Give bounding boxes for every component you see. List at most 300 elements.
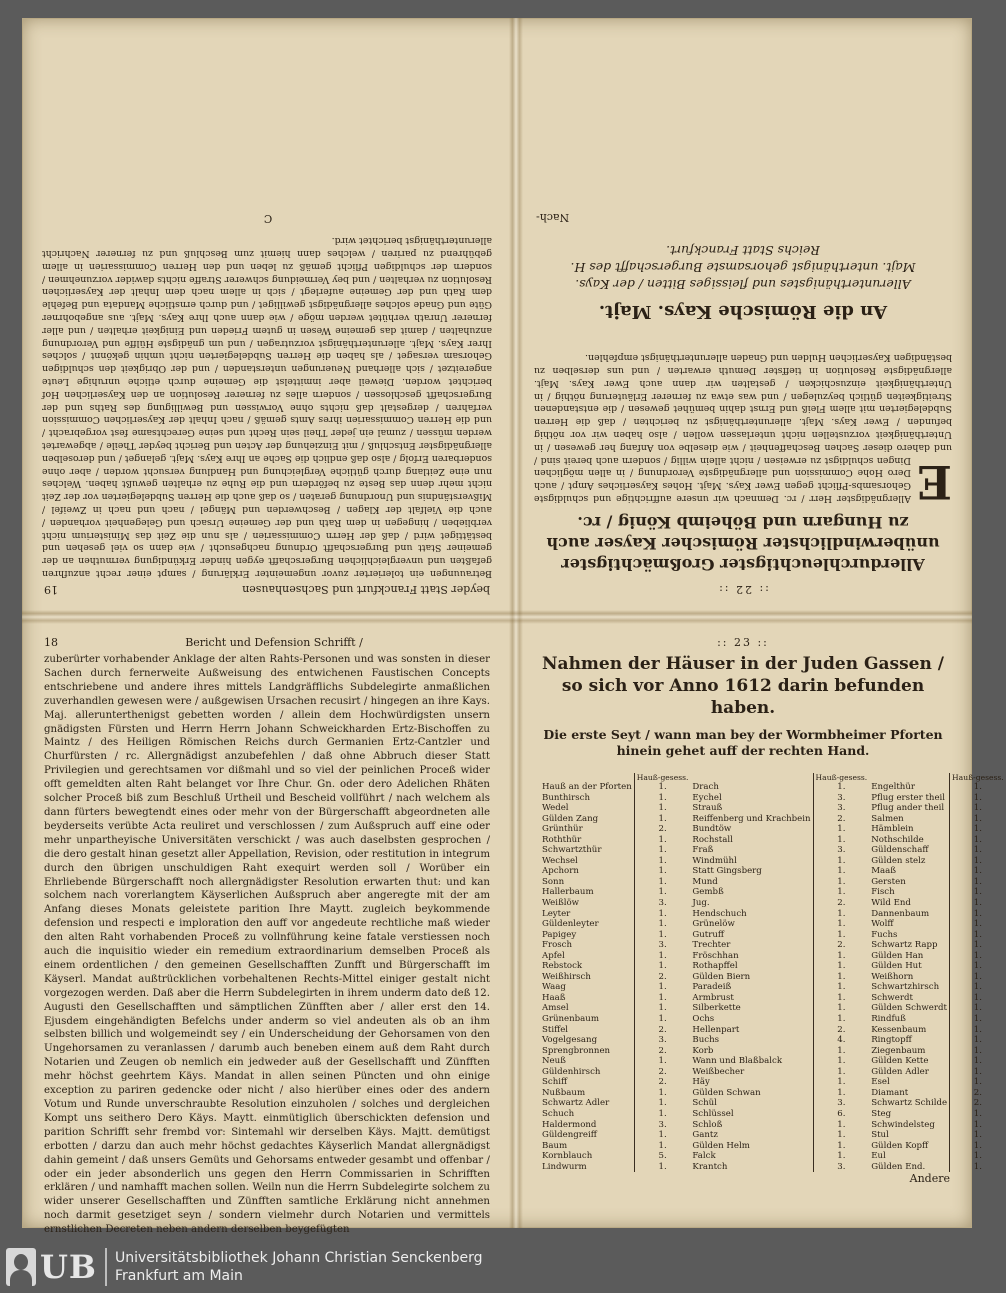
household-count: 1. <box>950 1109 1006 1120</box>
house-name: Diamant <box>871 1087 909 1098</box>
table-row <box>540 1035 1006 1046</box>
household-count: 1. <box>950 972 1006 983</box>
household-count: 1. <box>813 1088 869 1099</box>
house-name: Rochstall <box>692 834 733 845</box>
house-name: Mund <box>692 876 718 887</box>
table-row <box>540 1130 1006 1141</box>
house-name: Korb <box>692 1045 714 1056</box>
table-row <box>540 1109 1006 1120</box>
household-count: 1. <box>950 782 1006 793</box>
house-name: Nothschilde <box>871 834 924 845</box>
household-count: 1. <box>634 961 690 972</box>
table-row <box>540 1067 1006 1078</box>
table-row <box>540 1151 1006 1162</box>
house-name: Strauß <box>692 803 723 814</box>
house-name: Haaß <box>542 992 566 1003</box>
table-row <box>540 845 1006 856</box>
house-name: Gülden Schwerdt <box>871 1003 947 1014</box>
household-count: 1. <box>950 982 1006 993</box>
house-name: Gembß <box>692 887 724 898</box>
body-text: Betrauungen ein tolerierter zuvor ungemeinter Erklärung / sampt einer recht anzufhren gefaßten und unvergleichlichen Burgerschafft eygen hinder Erkündigung vermuthen an der gemeiner Statt und Burgerschafft Ordnung nachgesucht / wie dann so viel gesehen und bestättiget wird / daß der Herrn Commissarien / als nun die Zeit das Ministerium nicht verblieben / hingegen in dem Rath und der Gemeine Ursach und Gelegenheit vorhanden / auch die Vielfalt der Klagen / Beschwerden und Mängel / nach und nach in Zweifel / Mißverständnis und Unordnung geraten / so daß auch die Herren Subdelegierten vor der Zeit nicht mehr denn das Beste zu befördern und die Ruhe zu erhalten gewußt haben. Welches nun eine Zeitlang durch gütliche Vergleichung und Handlung versucht worden / aber ohne sonderbaren Erfolg / also daß endlich die Sache an Ihre Kays. Majt. gelanget / und deroselben allergnädigster Entschluß / mit Einziehung der Acten und Bericht beyder Theile / abgewartet werden müssen / zumal ein jeder Theil sein Recht und seine Gerechtsame fest vorgebracht / und die Herren Commissarien ihres Amts gemäß / nach Inhalt der Kayserlichen Commission verfahren / dergestalt daß nichts ohne Vorwissen und Bewilligung des Raths und der Burgerschafft geschlossen / sondern alles zu fernerer Resolution an den Kayserlichen Hof berichtet worden. Dieweil aber inmittelst die Gemeine durch etliche unruhige Leute angereitzet / sich allerhand Neuerungen unterstanden / und der Obrigkeit den schuldigen Gehorsam versaget / als haben die Herren Subdelegierten nicht umhin gekönnt / solches Ihrer Kays. Majt. allerunterthänigst vorzutragen / und um gnädigste Hülffe und Verordnung anzuhalten / damit das gemeine Wesen in gutem Frieden und Einigkeit erhalten / und aller fernerer Unrath verhütet werden möge / wie dann auch Ihre Kays. Majt. aus angebohrner Güte und Gnade solches allergnädigst gewilliget / und durch ernstliche Mandata und Befehle dem Rath und der Gemeine auferlegt / sich in allem nach dem Inhalt der Kayserlichen Resolution zu verhalten / und bey Vermeidung schwerer Straffe nichts dawider vorzunehmen / sondern der schuldigen Pflicht gemäß zu leben und den Herren Commissarien in allem gebührend zu pariren / welches dann hiemit zum Beschluß und zu fernerer Nachricht allerunterthänigst berichtet wird. <box>42 235 492 579</box>
house-name: Nußbaum <box>542 1087 586 1098</box>
household-count: 1. <box>950 824 1006 835</box>
house-name: Fisch <box>871 887 895 898</box>
table-row <box>540 1077 1006 1088</box>
house-name: Ochs <box>692 1014 715 1025</box>
household-count: 1. <box>813 877 869 888</box>
household-count: 1. <box>813 835 869 846</box>
table-row <box>540 782 1006 793</box>
institution-name <box>115 1249 483 1285</box>
table-row <box>540 793 1006 804</box>
addressee-heading: An die Römische Kays. Majt. <box>598 301 888 323</box>
house-name: Kessenbaum <box>871 1024 927 1035</box>
household-count: 2. <box>950 1088 1006 1099</box>
table-row <box>540 1003 1006 1014</box>
household-count: 1. <box>634 782 690 793</box>
house-name: Wedel <box>542 803 569 814</box>
house-name: Salmen <box>871 813 904 824</box>
household-count: 1. <box>950 1014 1006 1025</box>
house-name: Hallerbaum <box>542 887 594 898</box>
page-number: 19 <box>44 583 58 596</box>
house-name: Gülden End. <box>871 1161 926 1172</box>
household-count: 1. <box>634 1141 690 1152</box>
table-row <box>540 1025 1006 1036</box>
household-count: 2. <box>634 824 690 835</box>
catchword-row <box>528 1172 958 1187</box>
house-name: Esel <box>871 1077 890 1088</box>
household-count: 2. <box>634 1077 690 1088</box>
house-name: Rindfuß <box>871 1014 906 1025</box>
house-name: Steg <box>871 1108 892 1119</box>
household-count: 3. <box>634 1120 690 1131</box>
table-header-row <box>540 773 1006 782</box>
running-head-text: Bericht und Defension Schrifft / <box>185 636 363 649</box>
library-logo <box>6 1248 107 1286</box>
house-name: Schwindelsteg <box>871 1119 935 1130</box>
house-name: Güldengreiff <box>542 1130 597 1141</box>
page-number: :: 23 :: <box>717 636 769 649</box>
table-row <box>540 814 1006 825</box>
household-count: 1. <box>634 845 690 856</box>
houses-table <box>540 773 1006 1172</box>
household-count: 1. <box>950 877 1006 888</box>
household-count: 1. <box>950 814 1006 825</box>
household-count: 1. <box>950 1046 1006 1057</box>
house-name: Roththür <box>542 834 582 845</box>
house-name: Bunthirsch <box>542 792 590 803</box>
page-ornament: :: 22 :: <box>717 583 769 596</box>
catchword-row <box>528 209 958 230</box>
page-bottom-left <box>36 630 498 1236</box>
house-name: Gülden Zang <box>542 813 599 824</box>
house-name: Waag <box>542 982 566 993</box>
column-header: Hauß-gesess. <box>813 773 869 782</box>
house-name: Güldenleyter <box>542 919 599 930</box>
household-count: 1. <box>950 1130 1006 1141</box>
table-row <box>540 835 1006 846</box>
table-row <box>540 866 1006 877</box>
household-count: 1. <box>950 866 1006 877</box>
house-name: Ringtopff <box>871 1035 912 1046</box>
household-count: 2. <box>950 1098 1006 1109</box>
table-row <box>540 993 1006 1004</box>
table-row <box>540 972 1006 983</box>
house-name: Weißhorn <box>871 971 914 982</box>
house-name: Schwerdt <box>871 992 913 1003</box>
table-row <box>540 961 1006 972</box>
household-count: 1. <box>813 866 869 877</box>
signature-mark: C <box>261 212 273 226</box>
addressee-block: Allerunterthänigstes und fleissiges Bitten / der Kays. Majt. unterthänigst gehorsamste Burgerschafft des H. Reichs Statt Franckfurt. <box>570 243 916 293</box>
house-name: Bundtöw <box>692 824 732 835</box>
household-count: 1. <box>634 1162 690 1173</box>
house-name: Eychel <box>692 792 722 803</box>
household-count: 3. <box>813 845 869 856</box>
household-count: 1. <box>950 1120 1006 1131</box>
household-count: 1. <box>950 993 1006 1004</box>
household-count: 1. <box>813 909 869 920</box>
house-name: Apfel <box>542 950 565 961</box>
house-name: Hauß an der Pforten <box>542 782 632 792</box>
household-count: 1. <box>950 845 1006 856</box>
page-number: 18 <box>44 636 58 649</box>
house-name: Weißbecher <box>692 1066 745 1077</box>
house-name: Sonn <box>542 876 565 887</box>
household-count: 3. <box>813 793 869 804</box>
house-name: Gülden Biern <box>692 971 751 982</box>
letter-body-text: Allergnädigster Herr / rc. Demnach wir unsere auffrichtige und schuldigste Gehorsambs-Pflicht gegen Ewer Kays. Majt. Hohes Kayserliches Ampt / auch Dero Hohe Commission und allergnädigste Verordnung / in allen möglichen Dingen schuldigst zu erweisen / nicht allein willig / sondern auch bereit sind / und dahero dieser Sachen Beschaffenheit / wie dieselbe von Anfang her gewesen / in Unterthänigkeit vorzustellen nicht unterlassen wollen / also haben wir vor nöthig befunden / Ewer Kays. Majt. allerunterthänigst zu berichten / daß die Herren Subdelegierten mit allem Fleiß und Ernst dahin bemühet gewesen / die entstandenen Streitigkeiten gütlich beyzulegen / und was etwa zu fernerer Erläuterung nöthig / in Unterthänigkeit einzuschicken / gestalten wir dann auch Ewer Kays. Majt. allergnädigste Resolution in tieffster Demuth erwarten / und uns derselben zu beständigen Kayserlichen Hulden und Gnaden allerunterthänigst empfehlen. <box>534 352 952 504</box>
house-name: Gülden Schwan <box>692 1087 761 1098</box>
household-count: 1. <box>950 919 1006 930</box>
table-row <box>540 1162 1006 1173</box>
household-count: 1. <box>813 824 869 835</box>
running-head-text: beyder Statt Franckfurt und Sachsenhausen <box>242 583 490 596</box>
household-count: 1. <box>813 1067 869 1078</box>
library-footer <box>0 1240 1000 1293</box>
institution-line-2: Frankfurt am Main <box>114 1267 243 1284</box>
household-count: 4. <box>813 1035 869 1046</box>
household-count: 1. <box>634 1109 690 1120</box>
house-name: Leyter <box>542 908 571 919</box>
house-name: Ziegenbaum <box>871 1045 926 1056</box>
household-count: 2. <box>634 1067 690 1078</box>
house-name: Schwartzhirsch <box>871 982 940 993</box>
house-name: Gülden Kette <box>871 1056 929 1067</box>
table-row <box>540 1056 1006 1067</box>
house-name: Krantch <box>692 1161 728 1172</box>
house-name: Güldenschaff <box>871 845 929 856</box>
house-name: Wann und Blaßbalck <box>692 1056 783 1067</box>
household-count: 1. <box>950 1035 1006 1046</box>
household-count: 1. <box>950 793 1006 804</box>
house-name: Drach <box>692 782 719 792</box>
house-name: Frosch <box>542 940 573 951</box>
table-row <box>540 1046 1006 1057</box>
house-name: Wild End <box>871 898 911 909</box>
household-count: 1. <box>950 909 1006 920</box>
house-name: Stiffel <box>542 1024 569 1035</box>
house-name: Lindwurm <box>542 1161 587 1172</box>
household-count: 1. <box>634 909 690 920</box>
household-count: 1. <box>813 930 869 941</box>
household-count: 2. <box>813 898 869 909</box>
household-count: 1. <box>950 930 1006 941</box>
table-row <box>540 803 1006 814</box>
house-name: Windmühl <box>692 855 737 866</box>
house-name: Gülden Helm <box>692 1140 750 1151</box>
household-count: 1. <box>813 1003 869 1014</box>
house-name: Schlüssel <box>692 1108 734 1119</box>
household-count: 1. <box>813 972 869 983</box>
house-name: Dannenbaum <box>871 908 930 919</box>
house-name: Buchs <box>692 1035 720 1046</box>
household-count: 1. <box>950 887 1006 898</box>
table-row <box>540 1141 1006 1152</box>
household-count: 3. <box>634 898 690 909</box>
household-count: 1. <box>634 835 690 846</box>
household-count: 1. <box>950 1025 1006 1036</box>
house-name: Stul <box>871 1130 889 1141</box>
house-name: Gülden stelz <box>871 855 926 866</box>
house-name: Baum <box>542 1140 568 1151</box>
household-count: 1. <box>634 887 690 898</box>
house-name: Gutruff <box>692 929 725 940</box>
table-row <box>540 1088 1006 1099</box>
house-name: Reiffenberg und Krachbein <box>692 813 811 824</box>
table-row <box>540 877 1006 888</box>
table-row <box>540 1098 1006 1109</box>
household-count: 1. <box>634 993 690 1004</box>
house-name: Apchorn <box>542 866 579 877</box>
household-count: 1. <box>634 982 690 993</box>
household-count: 1. <box>950 951 1006 962</box>
house-name: Hellenpart <box>692 1024 740 1035</box>
letter-body <box>528 348 958 509</box>
house-name: Fraß <box>692 845 714 856</box>
household-count: 1. <box>634 1056 690 1067</box>
house-name: Eul <box>871 1151 886 1162</box>
house-name: Gülden Kopff <box>871 1140 929 1151</box>
household-count: 1. <box>634 1088 690 1099</box>
household-count: 1. <box>813 961 869 972</box>
household-count: 5. <box>634 1151 690 1162</box>
household-count: 2. <box>634 1025 690 1036</box>
house-name: Kornblauch <box>542 1151 593 1162</box>
household-count: 1. <box>634 919 690 930</box>
house-name: Statt Gingsberg <box>692 866 762 877</box>
table-row <box>540 856 1006 867</box>
household-count: 1. <box>634 1098 690 1109</box>
household-count: 1. <box>634 1014 690 1025</box>
household-count: 1. <box>950 1067 1006 1078</box>
household-count: 2. <box>813 940 869 951</box>
household-count: 2. <box>634 1046 690 1057</box>
house-name: Schloß <box>692 1119 723 1130</box>
household-count: 3. <box>634 1035 690 1046</box>
house-name: Schuch <box>542 1108 575 1119</box>
houses-table-body <box>540 782 1006 1172</box>
house-name: Wechsel <box>542 855 578 866</box>
house-name: Gersten <box>871 876 906 887</box>
house-name: Hämblein <box>871 824 914 835</box>
list-title: Nahmen der Häuser in der Juden Gassen / so sich vor Anno 1612 darin befunden haben. <box>542 654 944 718</box>
house-name: Hendschuch <box>692 908 747 919</box>
house-name: Amsel <box>542 1003 569 1014</box>
house-name: Papigey <box>542 929 577 940</box>
house-name: Weißhirsch <box>542 971 591 982</box>
house-name: Häy <box>692 1077 710 1088</box>
household-count: 1. <box>950 940 1006 951</box>
house-name: Engelthür <box>871 782 915 792</box>
house-name: Gantz <box>692 1130 718 1141</box>
household-count: 1. <box>634 1130 690 1141</box>
household-count: 1. <box>950 803 1006 814</box>
page-top-right <box>528 32 958 602</box>
household-count: 1. <box>813 982 869 993</box>
table-row <box>540 824 1006 835</box>
house-name: Schiff <box>542 1077 568 1088</box>
logo-letters: UB <box>40 1248 107 1286</box>
house-name: Pflug erster theil <box>871 792 946 803</box>
body-text: zuberürter vorhabender Anklage der alten Rahts-Personen und was sonsten in dieser Sachen durch fernerweite Außweisung des entwichenen Faustischen Concepts entschriebene und andere ihres mittels Landgräfflichs Subdelegirte anmaßlichen zuverhandlen gewesen were / außgewisen Ursachen recusirt / hingegen an ihre Kays. Maj. allerunterthenigst gebetten worden / allein dem Hochwürdigsten unsern gnädigsten Fürsten und Herrn Herrn Johann Schweickharden Ertz-Bischoffen zu Maintz / des Heiligen Römischen Reichs durch Germanien Ertz-Cantzler und Churfürsten / rc. Allergnädigst anzubefehlen / daß ohne Abbruch dieser Statt Privilegien und gerechtsamen vor dißmahl und so viel der peinlichen Proceß wider offt gemeldten alten Raht belanget vor Ihre Chur. Gn. oder dero Adelichen Rhäten solcher Proceß biß zum Beschluß Urtheil und Bescheid vollführt / nach welchem als dann fürters bewegtendt eines oder mehr von der Bürgerschafft abgeordneten alle beyderseits verübte Acta reuliret und verschlossen / zum Außspruch auff eine oder mehr unpartheyische Universitäten verschickt / was auch daselbsten gesprochen / die dero gestalt hinan gesetzt aller Appellation, Revision, oder restitution in integrum durch den übrigen unschuldigen Raht exequirt werden soll / Worüber ein Ehrliebende Bürgerschafft noch allergnädigster Resolution erwarten thut: und kan solchem nach vorerlangtem Käyserlichen Außspruch aber angeregte mit der am Anfang dieses Monats geleistete parition Ihre Maytt. zugleich beykommende defension und respecti e imploration den auff vor angedeute rechtliche maß wieder den alten Raht vorhabenden Proceß zu vollnführung keine fatale verstiessen noch auch die inquisitio wieder ein remedium extraordinarium demselben Proceß als einem ordentlichen / den gemeinen Gesellschafften Zunfft und Bürgerschafft im Käyserl. Mandat außtrücklichen vorbehaltenen Rechts-Mittel einiger gestalt nicht vorgezogen werden. Daß aber die Herrn Subdelegirten in ihrem underm dato deß 12. Augusti den Gesellschafften und sämptlichen Zünfften aber / aller erst den 14. Ejusdem eingehändigten Befelchs under anderm so viel andeuten als ob an ihm selbsten billich und wolgemeindt sey / ein Underscheidung der Gehorsamen von den Ungehorsamen zu veranlassen / darumb auch beneben einem auß dem Raht durch Notarien und Zeugen ob nemlich ein jedweder auß der Gesellschafft und Zünfften mehr höchst geehrtem Käys. Mandat in allen seinen Püncten und ohn einige exception zu pariren gedencke oder nicht / also hierüber eines oder des andern Votum und Runde unverschraubte Resolution einzuholen / solches und dergleichen Kompt uns seithero Dero Käys. Maytt. einmütiglich überschickten defension und parition Schrifft sehr frembd vor: Sintemahl wir derselben Käys. Majtt. demütigst erbotten / darzu dan auch mehr höchst gedachtes Käyserlich Mandat allergnädigst dahin gemeint / daß unsers Gemüts und Gehorsams entweder gesambt und offenbar / oder ein jeder absonderlich uns gegen den Herrn Commissarien in Schrifften erklären / und namhafft machen sollen. Weiln nun die Herrn Subdelegirte solchem zu wider unserer Gesellschafften und Zünfften samtliche Erklärung nicht annehmen noch darmit gesetziget seyn / sondern vielmehr durch Notarien und vermittels ernstlichen Decreten neben andern derselben beygefügten <box>44 654 490 1236</box>
column-header: Hauß-gesess. <box>634 773 690 782</box>
household-count: 1. <box>813 951 869 962</box>
table-row <box>540 1014 1006 1025</box>
horizontal-fold <box>22 610 972 624</box>
house-name: Paradeiß <box>692 982 732 993</box>
table-row <box>540 930 1006 941</box>
household-count: 1. <box>950 1151 1006 1162</box>
table-row <box>540 940 1006 951</box>
table-row <box>540 951 1006 962</box>
household-count: 1. <box>950 835 1006 846</box>
household-count: 1. <box>813 1130 869 1141</box>
house-name: Güldenhirsch <box>542 1066 601 1077</box>
household-count: 1. <box>813 782 869 793</box>
table-row <box>540 898 1006 909</box>
household-count: 1. <box>813 1046 869 1057</box>
household-count: 1. <box>950 898 1006 909</box>
household-count: 1. <box>634 814 690 825</box>
drop-cap: E <box>916 455 952 509</box>
household-count: 2. <box>813 1025 869 1036</box>
household-count: 2. <box>634 972 690 983</box>
house-name: Haldermond <box>542 1119 597 1130</box>
house-name: Neuß <box>542 1056 566 1067</box>
house-name: Fuchs <box>871 929 898 940</box>
house-name: Falck <box>692 1151 716 1162</box>
household-count: 1. <box>634 951 690 962</box>
document-sheet <box>22 18 1004 1236</box>
household-count: 1. <box>813 993 869 1004</box>
institution-line-1: Universitätsbibliothek Johann Christian Senckenberg <box>114 1249 483 1266</box>
house-name: Wolff <box>871 919 894 930</box>
household-count: 2. <box>813 814 869 825</box>
house-name: Schwartz Rapp <box>871 940 938 951</box>
house-name: Gülden Adler <box>871 1066 929 1077</box>
household-count: 1. <box>813 1014 869 1025</box>
household-count: 1. <box>813 1120 869 1131</box>
household-count: 1. <box>950 1056 1006 1067</box>
household-count: 1. <box>634 793 690 804</box>
house-name: Silberkette <box>692 1003 741 1014</box>
household-count: 1. <box>813 887 869 898</box>
house-name: Vogelgesang <box>542 1035 598 1046</box>
house-name: Fröschhan <box>692 950 739 961</box>
household-count: 1. <box>634 930 690 941</box>
house-name: Gülden Han <box>871 950 924 961</box>
house-name: Weißlöw <box>542 898 579 909</box>
household-count: 3. <box>813 803 869 814</box>
house-name: Grünthür <box>542 824 583 835</box>
house-name: Maaß <box>871 866 896 877</box>
letter-salutation: Allerdurchleuchtigster Großmächtigster unüberwindlichster Römischer Kayser auch zu Hungarn und Böheimb König / rc. <box>546 513 940 574</box>
household-count: 1. <box>950 856 1006 867</box>
catchword: Nach- <box>536 211 570 225</box>
house-name: Grünelöw <box>692 919 735 930</box>
house-name: Schwartzthür <box>542 845 602 856</box>
house-name: Gülden Hut <box>871 961 922 972</box>
household-count: 1. <box>634 1003 690 1014</box>
household-count: 1. <box>950 1162 1006 1173</box>
household-count: 3. <box>813 1098 869 1109</box>
household-count: 1. <box>950 1141 1006 1152</box>
household-count: 1. <box>813 1056 869 1067</box>
house-name: Pflug ander theil <box>871 803 945 814</box>
house-name: Sprengbronnen <box>542 1045 611 1056</box>
household-count: 1. <box>634 866 690 877</box>
household-count: 3. <box>813 1162 869 1173</box>
house-name: Schwartz Schilde <box>871 1098 948 1109</box>
house-name: Rothapffel <box>692 961 738 972</box>
column-header: Hauß-gesess. <box>950 773 1006 782</box>
running-head <box>36 581 498 602</box>
household-count: 1. <box>950 1077 1006 1088</box>
household-count: 1. <box>950 1003 1006 1014</box>
household-count: 6. <box>813 1109 869 1120</box>
catchword: Andere <box>909 1172 950 1186</box>
household-count: 1. <box>813 856 869 867</box>
table-row <box>540 919 1006 930</box>
house-name: Grünenbaum <box>542 1014 599 1025</box>
household-count: 3. <box>634 940 690 951</box>
list-subtitle: Die erste Seyt / wann man bey der Wormbheimer Pforten hinein gehet auff der rechten Hand. <box>543 727 943 758</box>
household-count: 1. <box>634 877 690 888</box>
table-row <box>540 1120 1006 1131</box>
running-head <box>36 630 498 651</box>
household-count: 1. <box>634 856 690 867</box>
page-bottom-right <box>528 630 1004 1220</box>
household-count: 1. <box>813 1141 869 1152</box>
house-name: Armbrust <box>692 992 734 1003</box>
household-count: 1. <box>813 1077 869 1088</box>
household-count: 1. <box>950 961 1006 972</box>
house-name: Schül <box>692 1098 717 1109</box>
household-count: 1. <box>813 919 869 930</box>
portrait-icon <box>6 1248 36 1286</box>
house-name: Trechter <box>692 940 731 951</box>
house-name: Rebstock <box>542 961 583 972</box>
household-count: 1. <box>634 803 690 814</box>
house-name: Schwartz Adler <box>542 1098 610 1109</box>
page-top-left <box>36 32 498 602</box>
house-name: Jug. <box>692 898 710 909</box>
table-row <box>540 887 1006 898</box>
table-row <box>540 909 1006 920</box>
household-count: 1. <box>813 1151 869 1162</box>
